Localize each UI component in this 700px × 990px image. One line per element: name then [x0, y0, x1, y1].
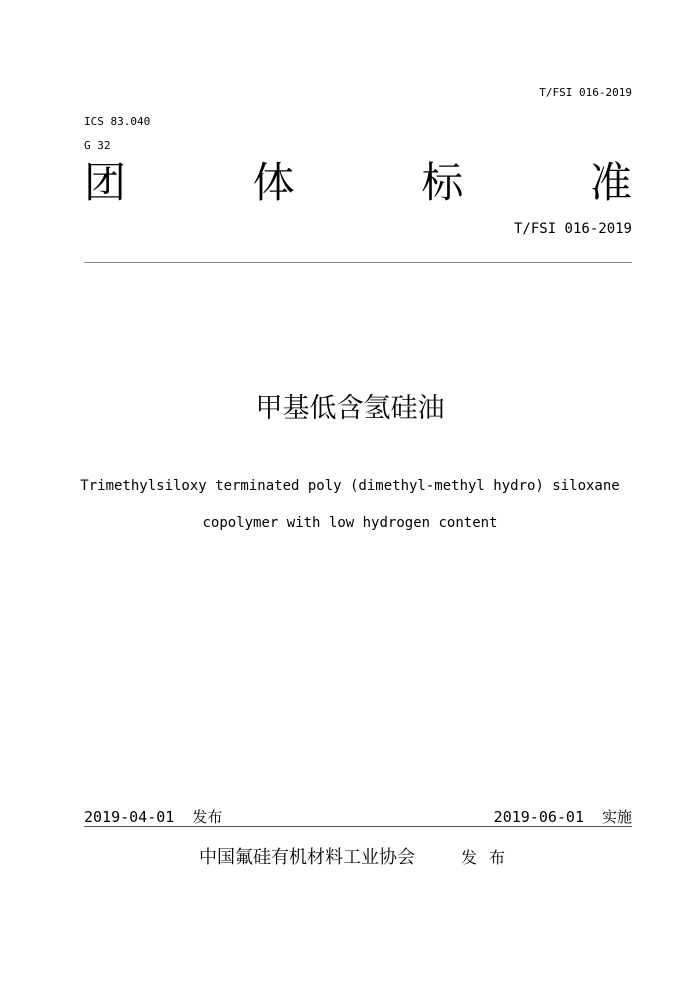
issuer-name: 中国氟硅有机材料工业协会 [199, 847, 415, 868]
title-char-4: 准 [589, 158, 632, 207]
publish-date: 2019-04-01 [84, 808, 175, 826]
title-char-3: 标 [421, 158, 464, 207]
implement-date: 2019-06-01 [493, 808, 584, 826]
header-standard-code: T/FSI 016-2019 [539, 86, 632, 99]
document-type-title [84, 158, 632, 208]
classification-code: G 32 [84, 139, 111, 152]
footer-divider [84, 826, 632, 827]
standard-number: T/FSI 016-2019 [513, 221, 632, 237]
issue-label: 发布 [461, 848, 518, 867]
publish-label: 发布 [192, 808, 223, 826]
issuer-block [199, 843, 517, 869]
publish-date-block [84, 806, 222, 827]
ics-code: ICS 83.040 [84, 115, 151, 128]
english-title-line-1: Trimethylsiloxy terminated poly (dimethyl-methyl hydro) siloxane [80, 478, 620, 494]
english-title-line-2: copolymer with low hydrogen content [202, 515, 498, 531]
implement-label: 实施 [601, 808, 632, 826]
chinese-title: 甲基低含氢硅油 [255, 393, 445, 424]
implement-date-block [494, 806, 632, 827]
title-char-1: 团 [84, 158, 127, 207]
header-divider [84, 262, 632, 263]
title-char-2: 体 [252, 158, 295, 207]
